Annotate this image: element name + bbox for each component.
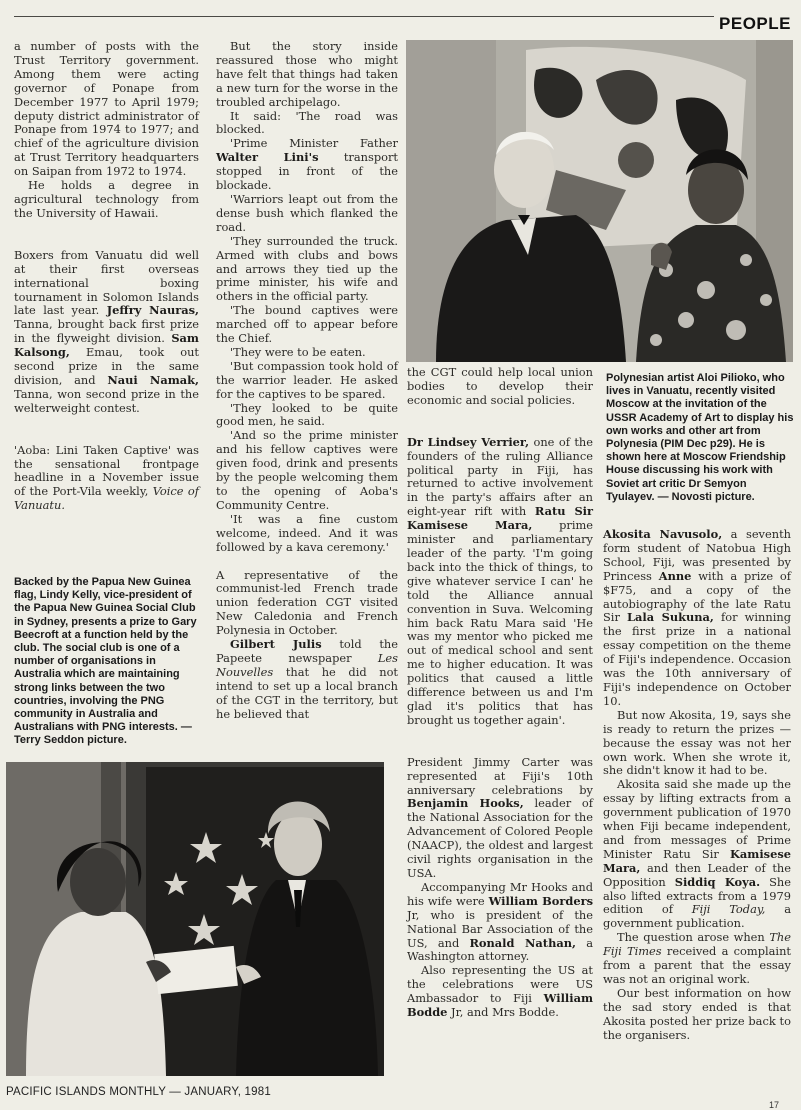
text: with a prize of $F75, and a copy of the autobiography of the late Ratu Sir xyxy=(603,568,791,625)
person-name: Walter Lini's xyxy=(216,150,319,165)
paragraph: 'They surrounded the truck. Armed with clubs and bows and arrows they tied up the prime minister, his wife and others in the official party. xyxy=(216,233,398,304)
caption-left: Backed by the Papua New Guinea flag, Lindy Kelly, vice-president of the Papua New Guinea Social Club in Sydney, presents a prize to Gary Beecroft at a function held by the club. The social club is one of a number of organisations in Australia which are maintaining strong links between the two countries, involving the PNG community in Australia and Australians with PNG interests. — Terry Seddon picture. xyxy=(14,576,197,747)
person-name: Benjamin Hooks, xyxy=(407,796,524,811)
person-name: Sam Kalsong, xyxy=(14,331,199,360)
text: Also representing the US at the celebrations were US Ambassador to Fiji xyxy=(407,963,593,1006)
publication-title: Voice of Vanuatu. xyxy=(14,484,199,513)
person-name: Siddiq Koya. xyxy=(674,874,761,889)
publication-title: Les Nouvelles xyxy=(216,650,399,679)
person-name: Anne xyxy=(658,568,692,583)
photo-artist-moscow xyxy=(406,40,793,362)
publication-title: The Fiji Times xyxy=(603,930,791,959)
person-name: Ratu Sir Kamisese Mara, xyxy=(407,504,594,533)
person-name: Jeffry Nauras, xyxy=(106,303,199,318)
text: Tanna, won second prize in the welterweight contest. xyxy=(14,386,199,415)
page-number: 17 xyxy=(768,1100,779,1110)
text: The question arose when xyxy=(617,930,765,945)
person-name: Naui Namak, xyxy=(107,372,199,387)
paragraph: It said: 'The road was blocked. xyxy=(216,108,398,137)
person-name: Lala Sukuna, xyxy=(627,610,714,625)
paragraph: Our best information on how the sad story ended is that Akosita posted her prize back to the organisers. xyxy=(603,985,791,1042)
paragraph xyxy=(407,964,593,1020)
text: a seventh form student of Natobua High School, Fiji, was presented by Princess xyxy=(603,527,791,583)
text: 'Prime Minister Father xyxy=(230,136,398,151)
person-name: Gilbert Julis xyxy=(230,637,322,652)
paragraph xyxy=(216,638,398,721)
text: President Jimmy Carter was represented at Fiji's 10th anniversary celebrations by xyxy=(407,754,593,797)
text: Emau, took out second prize in the same division, and xyxy=(14,345,199,387)
column-4 xyxy=(603,528,791,1043)
text: told the Papeete newspaper xyxy=(216,637,399,665)
publication-title: Fiji Today, xyxy=(691,902,766,917)
column-3 xyxy=(407,366,593,1020)
person-name: William Bodde xyxy=(407,991,594,1020)
person-name: Akosita Navusolo, xyxy=(603,527,723,541)
person-name: Dr Lindsey Verrier, xyxy=(407,434,530,449)
text: Jr, and Mrs Bodde. xyxy=(451,1005,559,1020)
column-1 xyxy=(14,40,199,513)
paragraph: a number of posts with the Trust Territory government. Among them were acting governor of Ponape from December 1977 to April 1979; deputy district administrator of Ponape from 1974 to 1977; and chief of the agriculture division at Trust Territory headquarters on Saipan from 1972 to 1974. xyxy=(14,39,199,179)
person-name: Kamisese Mara, xyxy=(603,846,791,875)
paragraph xyxy=(407,436,593,728)
paragraph: But now Akosita, 19, says she is ready to return the prizes — because the essay was not her own work. When she wrote it, she didn't know it had to be. xyxy=(603,707,791,778)
paragraph xyxy=(407,756,593,881)
paragraph: 'And so the prime minister and his fellow captives were given food, drink and presents by the people welcoming them to the opening of Aoba's Community Centre. xyxy=(216,428,398,512)
paragraph: the CGT could help local union bodies to develop their economic and social policies. xyxy=(407,365,593,407)
text: Tanna, brought back first prize in the flyweight division. xyxy=(14,317,199,346)
paragraph xyxy=(14,444,199,514)
text: and then Leader of the Opposition xyxy=(603,860,791,889)
paragraph xyxy=(603,778,791,931)
text: for winning the first prize in a national essay competition on the theme of Fiji's independence. Occasion was the 10th anniversary of Fiji's independence on October 10. xyxy=(603,610,792,708)
paragraph: 'But compassion took hold of the warrior leader. He asked for the captives to be spared. xyxy=(216,358,398,401)
person-name: Ronald Nathan, xyxy=(469,935,576,950)
person-name: William Borders xyxy=(488,893,593,908)
footer-issue: PACIFIC ISLANDS MONTHLY — JANUARY, 1981 xyxy=(6,1086,271,1098)
text: received a complaint from a parent that the essay was not an original work. xyxy=(603,944,791,986)
paragraph: He holds a degree in agricultural technology from the University of Hawaii. xyxy=(14,178,199,220)
text: prime minister and parliamentary leader of the party. 'I'm going back into the thick of things, to give whatever service I can' he told the Alliance annual convention in Suva. Welcoming him back Ratu Mara said 'He was my mentor who picked me out of medical school and sent me to higher education. It was politics that caused a little difference between us and I'm glad it's politics that has brought us together again'. xyxy=(407,518,593,727)
paragraph: 'The bound captives were marched off to appear before the Chief. xyxy=(216,303,398,346)
text: a Washington attorney. xyxy=(407,935,593,964)
text: leader of the National Association for the Advancement of Colored People (NAACP), the oldest and largest civil rights organisation in the USA. xyxy=(407,796,593,880)
caption-right: Polynesian artist Aloi Pilioko, who lives in Vanuatu, recently visited Moscow at the invitation of the USSR Academy of Art to display his own works and other art from Polynesia (PIM Dec p29). He is shown here at Moscow Friendship House discussing his work with Soviet art critic Dr Semyon Tyulayev. — Novosti picture. xyxy=(606,372,794,503)
column-2 xyxy=(216,40,398,722)
text: Accompanying Mr Hooks and his wife were xyxy=(407,879,593,908)
paragraph: 'They were to be eaten. xyxy=(230,344,366,359)
paragraph xyxy=(407,881,593,964)
paragraph xyxy=(216,137,398,193)
paragraph: 'Warriors leapt out from the dense bush which flanked the road. xyxy=(216,191,398,234)
text: that he did not intend to set up a local branch of the CGT in the territory, but he believed that xyxy=(216,664,398,721)
photo-artist-image xyxy=(406,40,793,362)
text: She also lifted extracts from a 1979 edition of xyxy=(603,874,791,917)
photo-png-image xyxy=(6,762,384,1076)
text: Jr, who is president of the National Bar Association of the US, and xyxy=(407,907,593,950)
text: a government publication. xyxy=(603,902,791,931)
paragraph xyxy=(14,249,199,416)
paragraph xyxy=(603,931,791,987)
text: transport stopped in front of the blockade. xyxy=(216,150,398,193)
text: Boxers from Vanuatu did well at their first overseas international boxing tournament in Solomon Islands late last year. xyxy=(14,247,199,318)
section-title: PEOPLE xyxy=(719,14,791,33)
photo-png-flag xyxy=(6,762,384,1076)
header-rule xyxy=(14,16,714,17)
text: one of the founders of the ruling Alliance political party in Fiji, has returned to active involvement in the party's affairs after an eight-year rift with xyxy=(407,434,594,519)
paragraph: A representative of the communist-led French trade union federation CGT visited New Caledonia and French Polynesia in October. xyxy=(216,567,398,638)
paragraph xyxy=(603,528,791,709)
paragraph: 'It was a fine custom welcome, indeed. And it was followed by a kava ceremony.' xyxy=(216,511,398,554)
paragraph: 'They looked to be quite good men, he said. xyxy=(216,400,398,429)
text: Akosita said she made up the essay by lifting extracts from a government publication of 1970 when Fiji became independent, and from messages of Prime Minister Ratu Sir xyxy=(603,777,791,861)
text: 'Aoba: Lini Taken Captive' was the sensational frontpage headline in a November issue of the Port-Vila weekly, xyxy=(14,442,199,499)
paragraph: But the story inside reassured those who might have felt that things had taken a new turn for the worse in the troubled archipelago. xyxy=(216,39,398,109)
